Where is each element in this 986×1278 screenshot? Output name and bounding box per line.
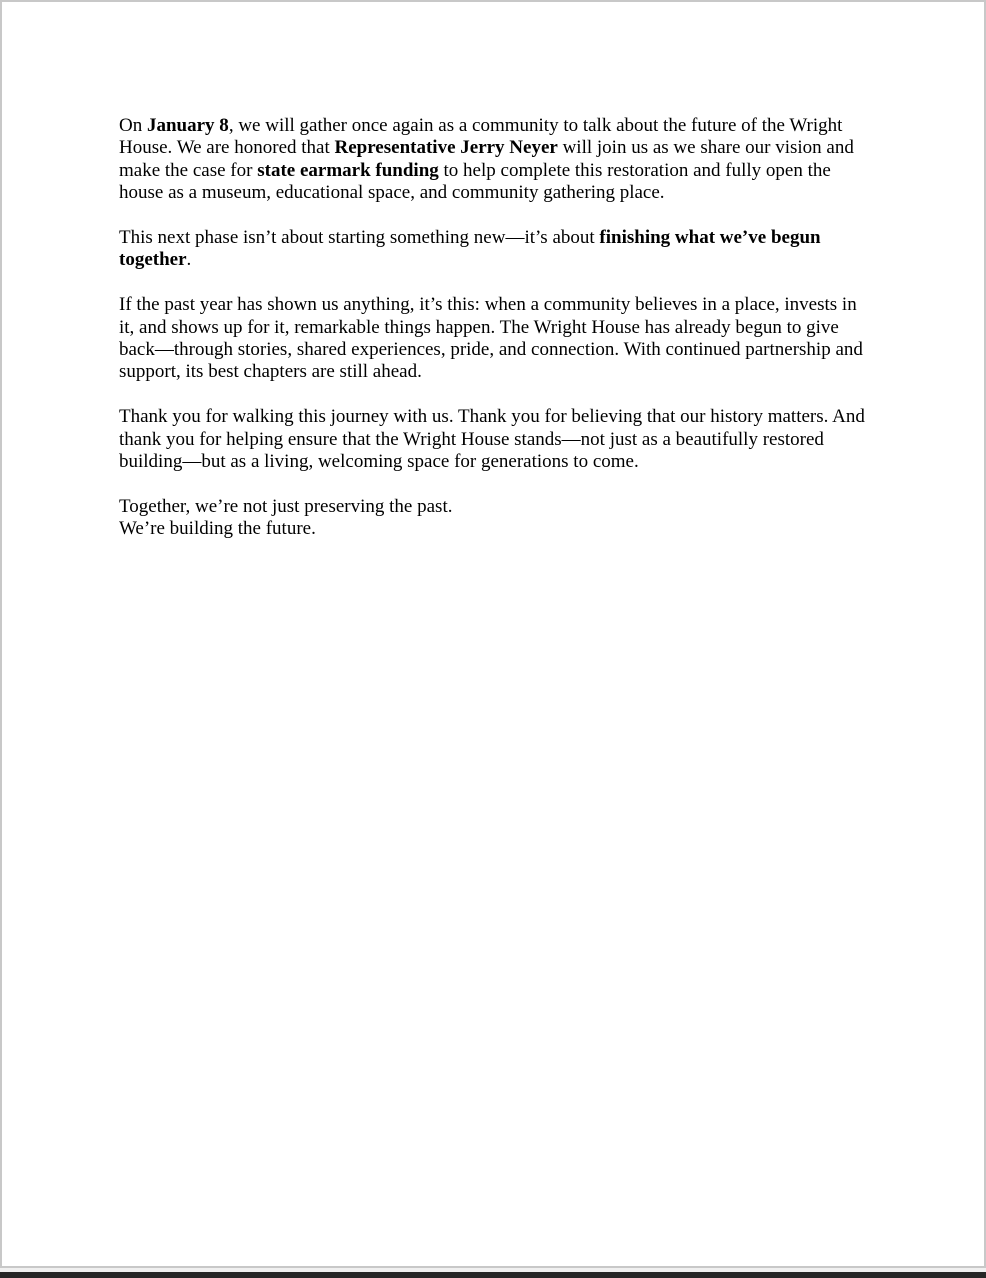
paragraph bbox=[119, 115, 875, 205]
text-run: If the past year has shown us anything, it’s this: when a community believes in a place, invests in it, and shows up for it, remarkable things happen. The Wright House has already begun to give back—through stories, shared experiences, pride, and connection. With continued partnership and support, its best chapters are still ahead. bbox=[119, 294, 863, 383]
text-run: This next phase isn’t about starting something new—it’s about bbox=[119, 227, 600, 249]
text-run-bold: Representative Jerry Neyer bbox=[334, 137, 558, 159]
bottom-dark-bar bbox=[0, 1272, 986, 1278]
text-run-bold: finishing what we’ve begun together bbox=[119, 227, 821, 271]
text-run: We’re building the future. bbox=[119, 518, 316, 540]
text-run: , we will gather once again as a community to talk about the future of the Wright House. We are honored that bbox=[119, 115, 843, 159]
text-run: to help complete this restoration and fully open the house as a museum, educational space, and community gathering place. bbox=[119, 159, 831, 204]
paragraph bbox=[119, 406, 875, 473]
paragraph bbox=[119, 294, 875, 384]
document-body bbox=[119, 115, 875, 563]
paragraph bbox=[119, 496, 875, 541]
text-run: On bbox=[119, 115, 147, 136]
paragraph bbox=[119, 227, 875, 272]
text-run: will join us as we share our vision and make the case for bbox=[119, 137, 854, 181]
text-run: Thank you for walking this journey with us. Thank you for believing that our history matters. And thank you for helping ensure that the Wright House stands—not just as a beautifully restored building—but as a living, welcoming space for generations to come. bbox=[119, 406, 865, 473]
text-run-bold: state earmark funding bbox=[257, 159, 439, 181]
text-run: . bbox=[186, 249, 192, 271]
text-run-bold: January 8 bbox=[146, 115, 229, 136]
text-run: Together, we’re not just preserving the past. bbox=[119, 495, 453, 517]
